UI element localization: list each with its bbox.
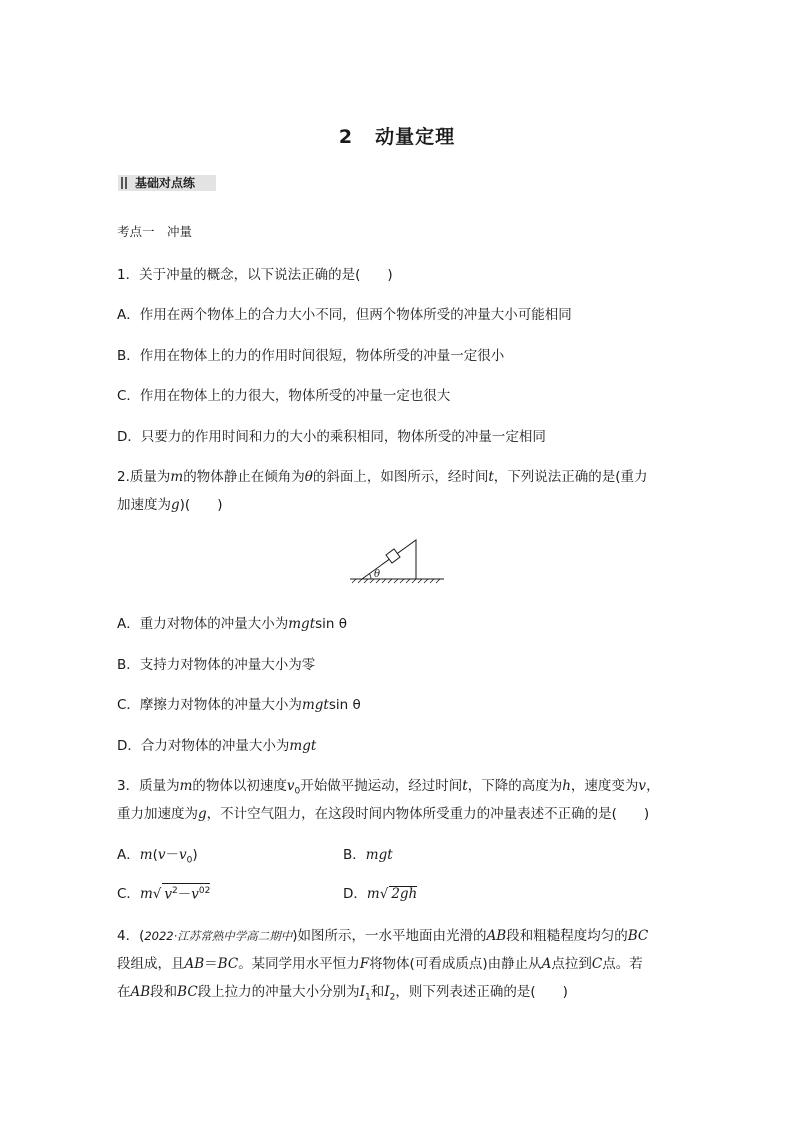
q1-option-c: C．作用在物体上的力很大，物体所受的冲量一定也很大 <box>117 388 451 404</box>
q3-stem-line1: 3．质量为m的物体以初速度$v_0$开始做平抛运动，经过时间t，下降的高度为h，速度变为v， <box>117 778 660 797</box>
section-badge <box>118 175 216 191</box>
sqrt-sign: √ <box>152 886 162 902</box>
q1-stem: 1．关于冲量的概念，以下说法正确的是( ) <box>117 267 393 283</box>
q2-option-a: A．重力对物体的冲量大小为mgtsin θ <box>117 616 348 632</box>
title-text: 动量定理 <box>375 126 456 148</box>
q1-option-a: A．作用在两个物体上的合力大小不同，但两个物体所受的冲量大小可能相同 <box>117 307 572 323</box>
q3-option-b: B．mgt <box>343 847 393 863</box>
sqrt-sign: √ <box>379 886 389 902</box>
q1-option-d: D．只要力的作用时间和力的大小的乘积相同，物体所受的冲量一定相同 <box>117 429 546 445</box>
title-number: 2 <box>338 126 354 148</box>
q3-option-c: C．m√ $v^2-v^{02}$ <box>117 882 210 902</box>
incline-diagram <box>344 536 448 584</box>
sqrt-content: $v^2-v^{02}$ <box>162 883 210 902</box>
q2-stem-line2: 加速度为g)( ) <box>117 497 223 513</box>
source-note: 2022·江苏常熟中学高二期中 <box>144 929 293 943</box>
q4-stem-line1: 4．(2022·江苏常熟中学高二期中)如图所示，一水平地面由光滑的AB段和粗糙程度均匀的BC <box>117 928 649 944</box>
q3-option-d: D．m√ 2gh <box>343 886 418 902</box>
badge-label: 基础对点练 <box>135 176 196 190</box>
angle-arc <box>370 574 372 579</box>
badge-bar <box>125 177 127 189</box>
section-heading: 考点一 冲量 <box>117 224 193 239</box>
q2-option-b: B．支持力对物体的冲量大小为零 <box>117 657 316 673</box>
badge-bar <box>121 177 123 189</box>
sqrt-content: 2gh <box>391 886 418 902</box>
q1-option-b: B．作用在物体上的力的作用时间很短，物体所受的冲量一定很小 <box>117 348 505 364</box>
q4-stem-line3: 在AB段和BC段上拉力的冲量大小分别为$I_1$和$I_2$，则下列表述正确的是( ) <box>117 984 568 1003</box>
q3-option-a: A．$m(v-v_0)$ <box>117 847 198 866</box>
q2-option-c: C．摩擦力对物体的冲量大小为mgtsin θ <box>117 697 361 713</box>
ground-hatch <box>352 579 440 583</box>
q3-stem-line2: 重力加速度为g，不计空气阻力，在这段时间内物体所受重力的冲量表述不正确的是( ) <box>117 806 650 822</box>
q4-stem-line2: 段组成，且AB＝BC。某同学用水平恒力F将物体(可看成质点)由静止从A点拉到C点。若 <box>117 956 643 972</box>
angle-label: θ <box>374 569 381 580</box>
q2-option-d: D．合力对物体的冲量大小为mgt <box>117 738 317 754</box>
block <box>386 549 400 563</box>
page-title <box>0 122 794 149</box>
q2-stem-line1: 2.质量为m的物体静止在倾角为θ的斜面上，如图所示，经时间t，下列说法正确的是(重力 <box>117 469 648 485</box>
